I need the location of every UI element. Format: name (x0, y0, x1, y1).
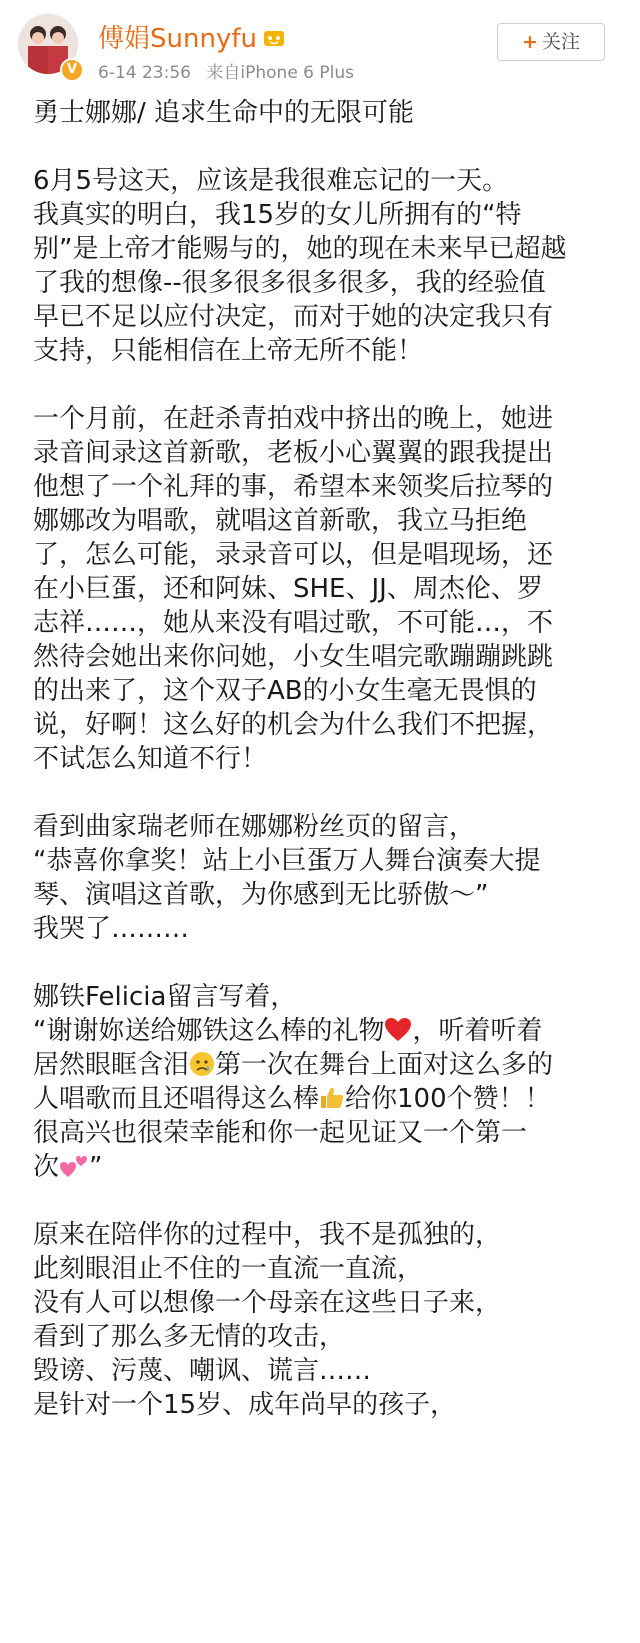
heart-icon (384, 1017, 412, 1052)
text-line: 他想了一个礼拜的事，希望本来领奖后拉琴的 (33, 472, 554, 502)
text-line: 的出来了，这个双子AB的小女生毫无畏惧的 (33, 676, 537, 706)
watermark-url: weibo.com/saweekly (472, 1618, 628, 1636)
text-line-with-emoji: “谢谢妳送给娜铁这么棒的礼物 ，听着听着 (33, 1014, 633, 1048)
watermark-handle: @南都娱乐周刊 (511, 1602, 624, 1621)
text-line: 在小巨蛋，还和阿妹、SHE、JJ、周杰伦、罗 (33, 574, 543, 604)
crying-face-icon (189, 1051, 215, 1086)
text-line: 不试怎么知道不行！ (33, 744, 268, 774)
blank-line (33, 946, 633, 980)
post-source: 来自iPhone 6 Plus (206, 63, 355, 83)
blank-line (33, 776, 633, 810)
text-line: 6月5号这天，应该是我很难忘记的一天。 (33, 166, 509, 196)
text-line: 原来在陪伴你的过程中，我不是孤独的， (33, 1220, 502, 1250)
text-line: 是针对一个15岁、成年尚早的孩子， (33, 1390, 457, 1420)
text-line: “恭喜你拿奖！站上小巨蛋万人舞台演奏大提 (33, 846, 541, 876)
text-line: 别”是上帝才能赐与的，她的现在未来早已超越 (33, 234, 567, 264)
text-line: 说，好啊！这么好的机会为什么我们不把握， (33, 710, 554, 740)
text-line-with-emoji: 人唱歌而且还唱得这么棒 给你100个赞！！ (33, 1082, 633, 1116)
watermark (444, 1599, 634, 1637)
text-line-with-emoji: 次 ” (33, 1150, 633, 1184)
text-line: 我哭了……… (33, 914, 190, 944)
post-timestamp: 6-14 23:56 (98, 63, 191, 83)
follow-button[interactable]: + 关注 (497, 23, 605, 61)
post-meta (98, 58, 364, 83)
crown-icon (263, 25, 285, 55)
blank-line (33, 130, 633, 164)
text-line: 然待会她出来你问她，小女生唱完歌蹦蹦跳跳 (33, 642, 554, 672)
blank-line (33, 1184, 633, 1218)
text-line: 了，怎么可能，录录音可以，但是唱现场，还 (33, 540, 554, 570)
text-line: 早已不足以应付决定，而对于她的决定我只有 (33, 302, 554, 332)
blank-line (33, 368, 633, 402)
text-line: 娜铁Felicia留言写着， (33, 982, 297, 1012)
verified-badge-icon: V (60, 58, 84, 82)
post-header (0, 0, 640, 100)
text-line: 看到曲家瑞老师在娜娜粉丝页的留言， (33, 812, 476, 842)
username[interactable]: 傅娟Sunnyfu (98, 18, 285, 55)
text-line: 录音间录这首新歌，老板小心翼翼的跟我提出 (33, 438, 554, 468)
text-line: 琴、演唱这首歌，为你感到无比骄傲～” (33, 880, 489, 910)
text-line: 此刻眼泪止不住的一直流一直流， (33, 1254, 424, 1284)
plus-icon: + (522, 31, 538, 53)
text-line-with-emoji: 居然眼眶含泪 第一次在舞台上面对这么多的 (33, 1048, 633, 1082)
post-body (33, 96, 633, 1422)
text-line: 支持，只能相信在上帝无所不能！ (33, 336, 424, 366)
text-line: 娜娜改为唱歌，就唱这首新歌，我立马拒绝 (33, 506, 528, 536)
text-line: 我真实的明白，我15岁的女儿所拥有的“特 (33, 200, 522, 230)
two-hearts-icon (59, 1153, 89, 1188)
text-line: 了我的想像--很多很多很多很多，我的经验值 (33, 268, 546, 298)
post-title: 勇士娜娜/ 追求生命中的无限可能 (33, 98, 415, 128)
text-line: 一个月前，在赶杀青拍戏中挤出的晚上，她进 (33, 404, 554, 434)
text-line: 没有人可以想像一个母亲在这些日子来， (33, 1288, 502, 1318)
text-line: 毁谤、污蔑、嘲讽、谎言…… (33, 1356, 372, 1386)
text-line: 志祥……，她从来没有唱过歌，不可能…，不 (33, 608, 554, 638)
text-line: 看到了那么多无情的攻击， (33, 1322, 346, 1352)
thumbs-up-icon (319, 1085, 345, 1120)
text-line: 很高兴也很荣幸能和你一起见证又一个第一 (33, 1118, 528, 1148)
